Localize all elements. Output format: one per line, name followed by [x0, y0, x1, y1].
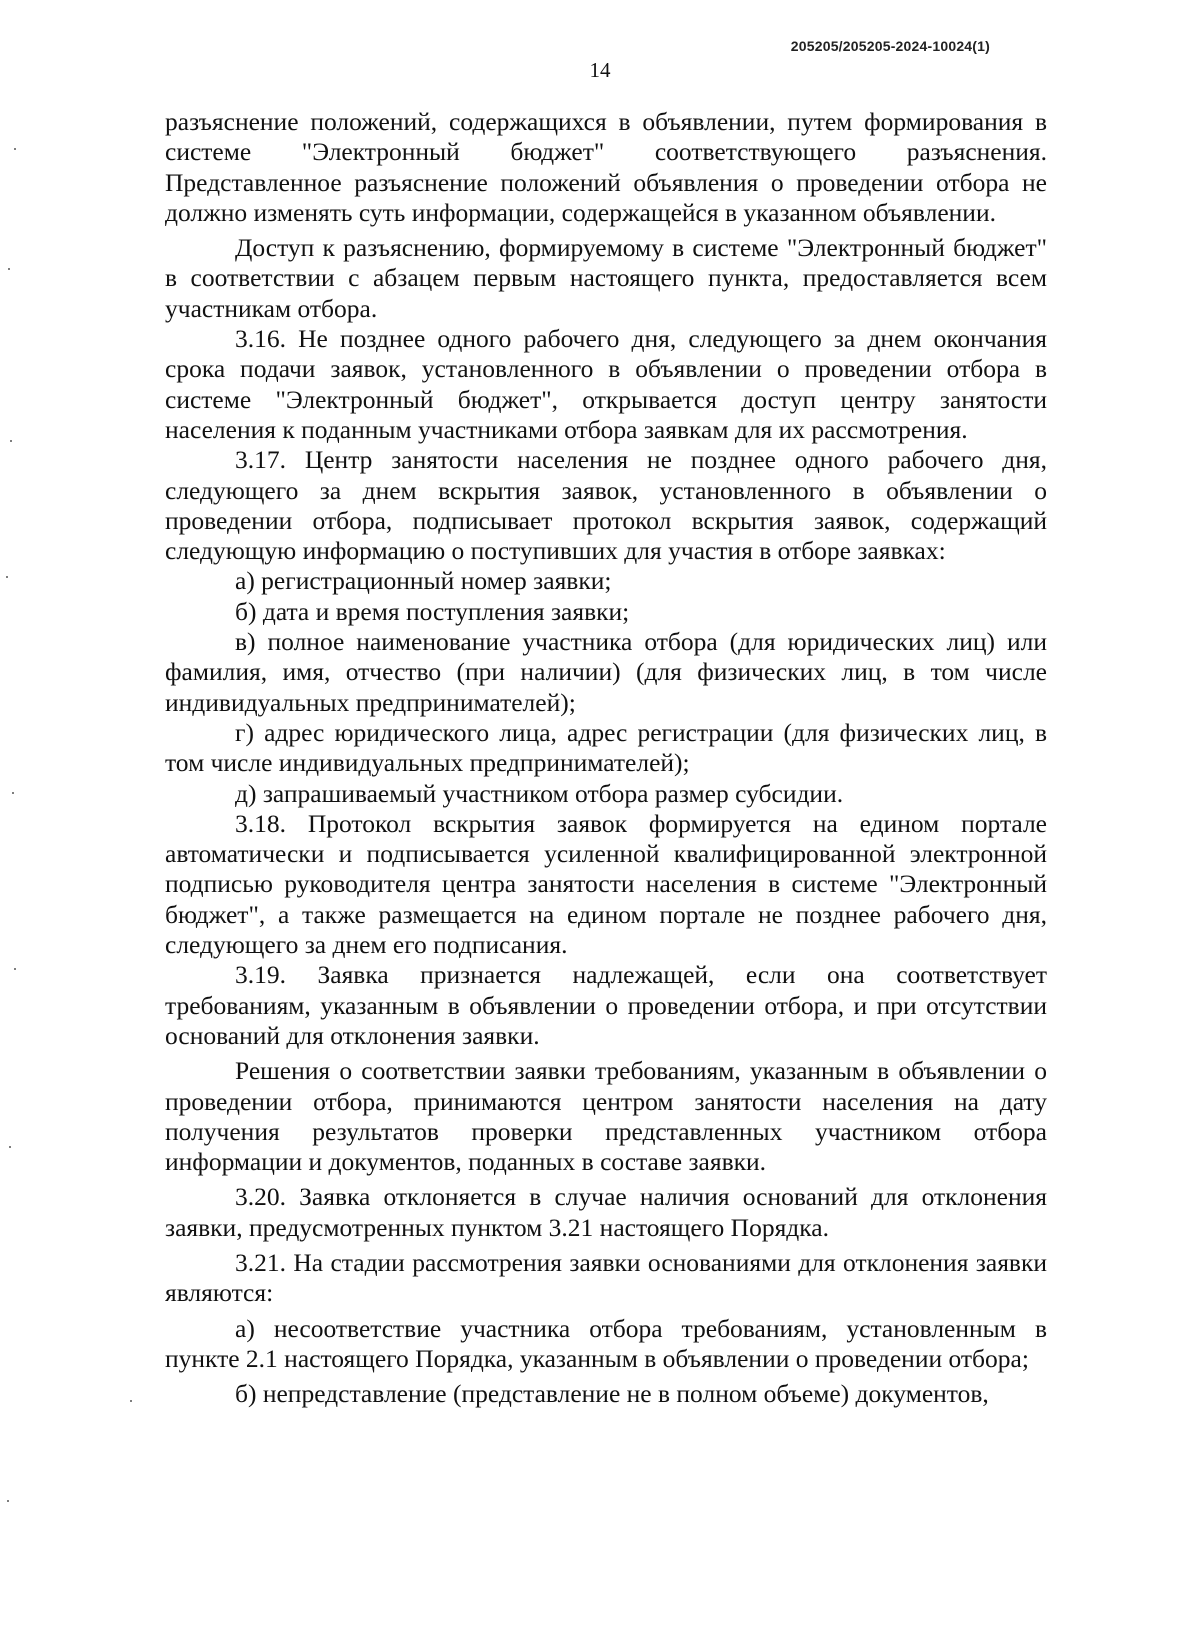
scan-speck	[9, 1146, 11, 1148]
paragraph-3-20: 3.20. Заявка отклоняется в случае наличия оснований для отклонения заявки, предусмотренных пунктом 3.21 настоящего Порядка.	[165, 1182, 1047, 1242]
list-item-g: г) адрес юридического лица, адрес регистрации (для физических лиц, в том числе индивидуальных предпринимателей);	[165, 717, 1047, 778]
rejection-ground-b: б) непредставление (представление не в полном объеме) документов,	[235, 1379, 989, 1409]
scan-speck	[10, 440, 12, 442]
document-body	[165, 107, 1047, 1409]
paragraph-3-16: 3.16. Не позднее одного рабочего дня, следующего за днем окончания срока подачи заявок, установленного в объявлении о проведении отбора в системе "Электронный бюджет", открывается доступ центру занятости населения к поданным участниками отбора заявкам для их рассмотрения.	[165, 324, 1047, 444]
scan-speck	[7, 1500, 9, 1502]
list-item-a: а) регистрационный номер заявки;	[235, 566, 612, 596]
paragraph-3-19: 3.19. Заявка признается надлежащей, если она соответствует требованиям, указанным в объявлении о проведении отбора, и при отсутствии оснований для отклонения заявки.	[165, 960, 1047, 1050]
scan-speck	[8, 268, 10, 270]
scan-speck	[14, 148, 16, 150]
scan-speck	[6, 576, 8, 578]
paragraph-access-clarification: Доступ к разъяснению, формируемому в системе "Электронный бюджет" в соответствии с абзацем первым настоящего пункта, предоставляется всем участникам отбора.	[165, 233, 1047, 323]
page-number: 14	[589, 58, 611, 82]
scan-speck	[130, 1400, 132, 1402]
document-registration-number: 205205/205205-2024-10024(1)	[790, 38, 990, 54]
list-item-v: в) полное наименование участника отбора (для юридических лиц) или фамилия, имя, отчество (при наличии) (для физических лиц, в том числе индивидуальных предпринимателей);	[165, 627, 1047, 717]
paragraph-3-17: 3.17. Центр занятости населения не позднее одного рабочего дня, следующего за днем вскрытия заявок, установленного в объявлении о проведении отбора, подписывает протокол вскрытия заявок, содержащий следующую информацию о поступивших для участия в отборе заявках:	[165, 445, 1047, 566]
paragraph-3-21: 3.21. На стадии рассмотрения заявки основаниями для отклонения заявки являются:	[165, 1247, 1047, 1308]
scan-speck	[14, 968, 16, 970]
paragraph-3-18: 3.18. Протокол вскрытия заявок формируется на едином портале автоматически и подписывается усиленной квалифицированной электронной подписью руководителя центра занятости населения в системе "Электронный бюджет", а также размещается на едином портале не позднее рабочего дня, следующего за днем его подписания.	[165, 808, 1047, 960]
rejection-ground-a: а) несоответствие участника отбора требованиям, установленным в пункте 2.1 настоящего Порядка, указанным в объявлении о проведении отбора;	[165, 1313, 1047, 1373]
paragraph-continuation: разъяснение положений, содержащихся в объявлении, путем формирования в системе "Электронный бюджет" соответствующего разъяснения. Представленное разъяснение положений объявления о проведении отбора не должно изменять суть информации, содержащейся в указанном объявлении.	[165, 107, 1047, 227]
list-item-d: д) запрашиваемый участником отбора размер субсидии.	[235, 778, 844, 808]
paragraph-decisions: Решения о соответствии заявки требованиям, указанным в объявлении о проведении отбора, принимаются центром занятости населения на дату получения результатов проверки представленных участником отбора информации и документов, поданных в составе заявки.	[165, 1056, 1047, 1177]
scan-speck	[12, 792, 14, 794]
list-item-b: б) дата и время поступления заявки;	[235, 596, 630, 626]
